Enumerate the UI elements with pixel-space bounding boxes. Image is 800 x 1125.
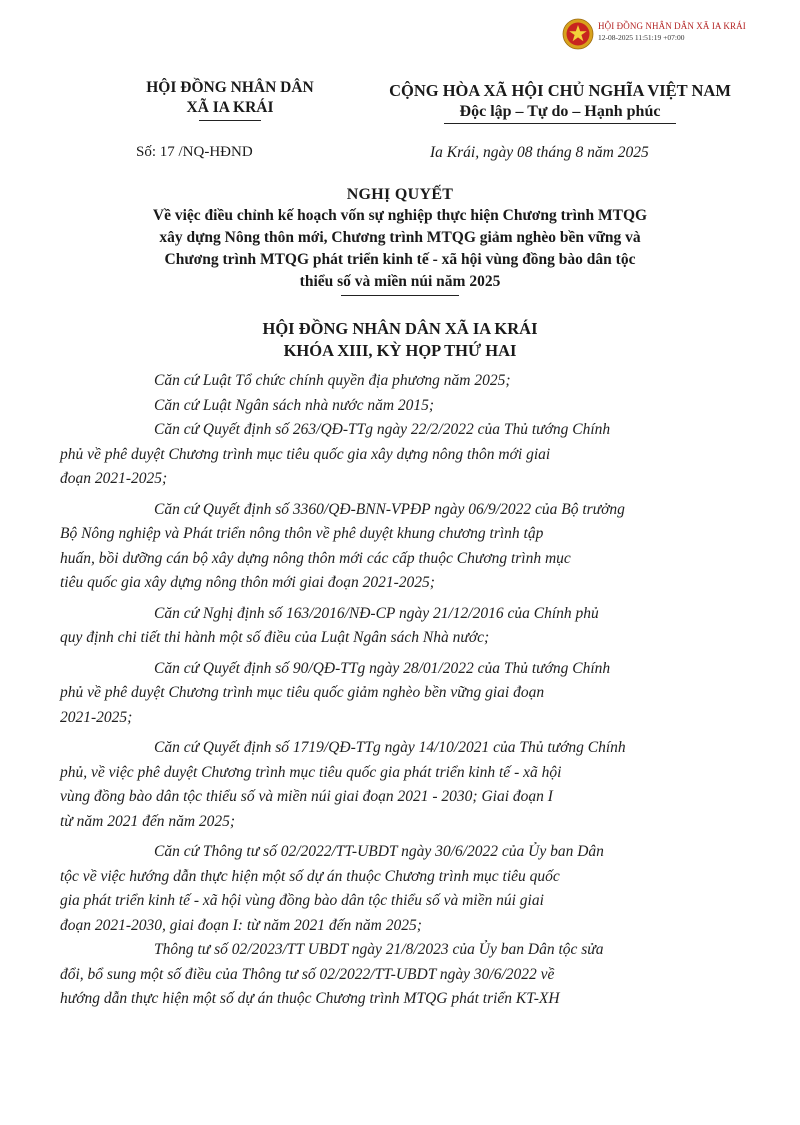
title-line: Về việc điều chỉnh kế hoạch vốn sự nghiệp thực hiện Chương trình MTQG	[152, 207, 648, 224]
council-session: KHÓA XIII, KỲ HỌP THỨ HAI	[283, 341, 517, 360]
paragraph-line: phủ, về việc phê duyệt Chương trình mục tiêu quốc gia phát triển kinh tế - xã hội	[60, 763, 562, 781]
signature-timestamp: 12-08-2025 11:51:19 +07:00	[598, 33, 685, 42]
resolution-title	[60, 184, 740, 296]
title-line: Chương trình MTQG phát triển kinh tế - xã hội vùng đồng bào dân tộc	[164, 251, 636, 268]
place-and-date: Ia Krái, ngày 08 tháng 8 năm 2025	[430, 144, 649, 161]
paragraph-line: Căn cứ Quyết định số 90/QĐ-TTg ngày 28/01/2022 của Thủ tướng Chính	[154, 659, 611, 677]
motto-underline	[444, 123, 676, 124]
paragraph-line: Căn cứ Quyết định số 3360/QĐ-BNN-VPĐP ngày 06/9/2022 của Bộ trưởng	[154, 500, 625, 518]
nation-motto: Độc lập – Tự do – Hạnh phúc	[459, 103, 661, 120]
paragraph-line: Bộ Nông nghiệp và Phát triển nông thôn về phê duyệt khung chương trình tập	[60, 525, 544, 542]
paragraph-line: Căn cứ Nghị định số 163/2016/NĐ-CP ngày 21/12/2016 của Chính phủ	[154, 604, 599, 622]
paragraph-line: tộc về việc hướng dẫn thực hiện một số dự án thuộc Chương trình mục tiêu quốc	[60, 867, 560, 885]
paragraph-line: phủ về phê duyệt Chương trình mục tiêu quốc giảm nghèo bền vững giai đoạn	[60, 684, 545, 701]
title-line: xây dựng Nông thôn mới, Chương trình MTQG giảm nghèo bền vững và	[159, 229, 641, 246]
legal-basis-paragraph	[60, 418, 707, 492]
nation-name: CỘNG HÒA XÃ HỘI CHỦ NGHĨA VIỆT NAM	[389, 81, 731, 100]
legal-basis-paragraph	[60, 840, 707, 938]
signature-org: HỘI ĐỒNG NHÂN DÂN XÃ IA KRÁI	[598, 21, 746, 31]
paragraph-line: từ năm 2021 đến năm 2025;	[60, 812, 236, 830]
paragraph-line: huấn, bồi dưỡng cán bộ xây dựng nông thôn mới các cấp thuộc Chương trình mục	[60, 549, 571, 567]
paragraph-line: quy định chi tiết thi hành một số điều của Luật Ngân sách Nhà nước;	[60, 629, 490, 646]
paragraph-line: Căn cứ Luật Tổ chức chính quyền địa phương năm 2025;	[154, 372, 511, 389]
legal-basis-paragraph	[60, 602, 707, 651]
paragraph-line: phủ về phê duyệt Chương trình mục tiêu quốc gia xây dựng nông thôn mới giai	[60, 445, 551, 463]
paragraph-line: đổi, bổ sung một số điều của Thông tư số 02/2022/TT-UBDT ngày 30/6/2022 về	[60, 965, 555, 983]
paragraph-line: 2021-2025;	[60, 708, 133, 726]
title-line: thiểu số và miền núi năm 2025	[299, 273, 501, 290]
legal-basis-paragraph	[107, 369, 707, 394]
paragraph-line: hướng dẫn thực hiện một số dự án thuộc Chương trình MTQG phát triển KT-XH	[60, 990, 560, 1007]
paragraph-line: gia phát triển kinh tế - xã hội vùng đồng bào dân tộc thiểu số và miền núi giai	[60, 892, 544, 909]
title-underline	[341, 295, 459, 296]
legal-basis-paragraph	[107, 394, 707, 419]
issuing-agency	[100, 78, 360, 121]
national-heading	[360, 81, 760, 124]
agency-line-1: HỘI ĐỒNG NHÂN DÂN	[146, 79, 314, 96]
paragraph-line: tiêu quốc gia xây dựng nông thôn mới giai đoạn 2021-2025;	[60, 574, 435, 591]
digital-signature-stamp	[562, 18, 792, 54]
legal-basis-paragraph	[60, 498, 707, 596]
council-name: HỘI ĐỒNG NHÂN DÂN XÃ IA KRÁI	[262, 319, 538, 338]
document-type: NGHỊ QUYẾT	[346, 186, 454, 203]
legal-basis-paragraph	[60, 736, 707, 834]
paragraph-line: Thông tư số 02/2023/TT UBDT ngày 21/8/2023 của Ủy ban Dân tộc sửa	[154, 941, 604, 958]
agency-underline	[199, 120, 261, 121]
council-heading	[60, 318, 740, 362]
legal-basis-paragraph	[60, 938, 707, 1012]
agency-line-2: XÃ IA KRÁI	[186, 99, 274, 116]
paragraph-line: Căn cứ Quyết định số 1719/QĐ-TTg ngày 14/10/2021 của Thủ tướng Chính	[154, 739, 626, 756]
paragraph-line: Căn cứ Quyết định số 263/QĐ-TTg ngày 22/2/2022 của Thủ tướng Chính	[154, 421, 611, 438]
document-number: Số: 17 /NQ-HĐND	[136, 144, 253, 160]
paragraph-line: Căn cứ Thông tư số 02/2022/TT-UBDT ngày 30/6/2022 của Ủy ban Dân	[154, 843, 604, 860]
legal-basis-paragraph	[60, 657, 707, 731]
paragraph-line: đoạn 2021-2030, giai đoạn I: từ năm 2021 đến năm 2025;	[60, 916, 422, 934]
paragraph-line: đoạn 2021-2025;	[60, 470, 168, 487]
paragraph-line: vùng đồng bào dân tộc thiểu số và miền núi giai đoạn 2021 - 2030; Giai đoạn I	[60, 788, 553, 805]
legal-basis	[60, 369, 707, 1012]
paragraph-line: Căn cứ Luật Ngân sách nhà nước năm 2015;	[154, 396, 435, 414]
national-emblem-icon	[562, 18, 594, 50]
